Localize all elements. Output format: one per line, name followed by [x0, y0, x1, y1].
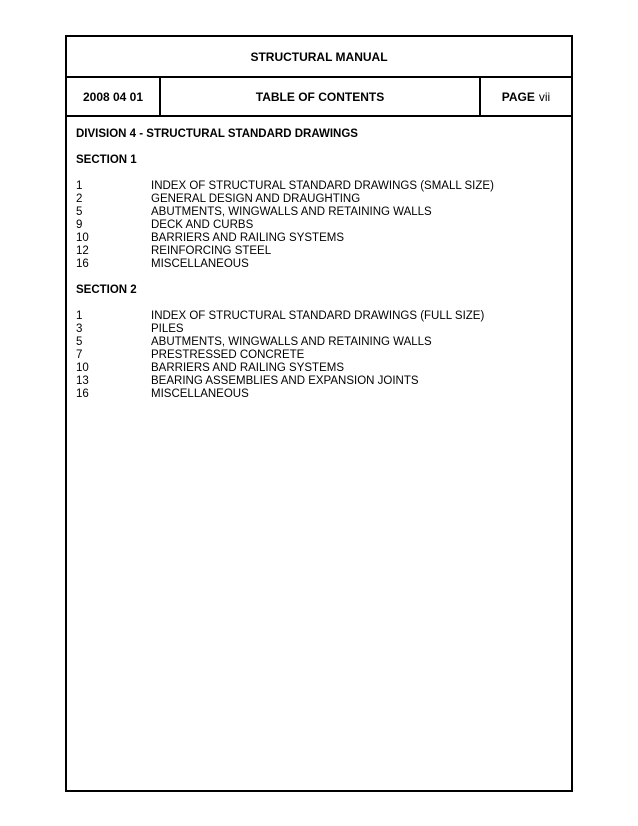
entry-title: INDEX OF STRUCTURAL STANDARD DRAWINGS (FULL SIZE)	[151, 309, 485, 322]
toc-content	[76, 128, 494, 401]
entry-number: 10	[76, 231, 89, 244]
toc-entry[interactable]	[76, 310, 494, 323]
entry-title: GENERAL DESIGN AND DRAUGHTING	[151, 192, 361, 205]
entry-number: 5	[76, 335, 83, 348]
section-entries	[76, 180, 494, 272]
entry-title: ABUTMENTS, WINGWALLS AND RETAINING WALLS	[151, 205, 432, 218]
revision-date: 2008 04 01	[67, 78, 161, 115]
page-frame	[65, 35, 573, 792]
entry-title: INDEX OF STRUCTURAL STANDARD DRAWINGS (SMALL SIZE)	[151, 179, 494, 192]
toc-entry[interactable]	[76, 193, 494, 206]
entry-number: 1	[76, 309, 83, 322]
toc-entry[interactable]	[76, 258, 494, 271]
section-entries	[76, 310, 494, 402]
page-label: PAGE	[501, 89, 535, 104]
toc-entry[interactable]	[76, 323, 494, 336]
toc-entry[interactable]	[76, 180, 494, 193]
toc-entry[interactable]	[76, 388, 494, 401]
page-number: vii	[538, 89, 551, 104]
entry-number: 16	[76, 388, 89, 401]
toc-entry[interactable]	[76, 336, 494, 349]
entry-title: BARRIERS AND RAILING SYSTEMS	[151, 362, 344, 375]
entry-number: 7	[76, 348, 83, 361]
entry-number: 5	[76, 205, 83, 218]
manual-title: STRUCTURAL MANUAL	[67, 37, 571, 78]
division-heading: DIVISION 4 - STRUCTURAL STANDARD DRAWINGS	[76, 128, 358, 140]
entry-title: BEARING ASSEMBLIES AND EXPANSION JOINTS	[151, 375, 419, 388]
entry-title: PILES	[151, 322, 184, 335]
page-indicator	[481, 78, 571, 115]
entry-title: ABUTMENTS, WINGWALLS AND RETAINING WALLS	[151, 335, 432, 348]
toc-entry[interactable]	[76, 245, 494, 258]
entry-number: 2	[76, 192, 83, 205]
entry-number: 12	[76, 244, 89, 257]
toc-entry[interactable]	[76, 219, 494, 232]
header-row	[67, 78, 571, 117]
toc-entry[interactable]	[76, 232, 494, 245]
entry-number: 16	[76, 258, 89, 271]
entry-title: MISCELLANEOUS	[151, 388, 249, 401]
entry-number: 10	[76, 362, 89, 375]
entry-title: MISCELLANEOUS	[151, 258, 249, 271]
entry-number: 9	[76, 218, 83, 231]
section-heading: SECTION 2	[76, 283, 137, 296]
entry-number: 13	[76, 375, 89, 388]
entry-number: 1	[76, 179, 83, 192]
section-title: TABLE OF CONTENTS	[161, 78, 481, 115]
section-heading: SECTION 1	[76, 153, 137, 166]
entry-number: 3	[76, 322, 83, 335]
entry-title: DECK AND CURBS	[151, 218, 254, 231]
toc-entry[interactable]	[76, 206, 494, 219]
toc-entry[interactable]	[76, 349, 494, 362]
toc-entry[interactable]	[76, 375, 494, 388]
entry-title: PRESTRESSED CONCRETE	[151, 348, 305, 361]
entry-title: REINFORCING STEEL	[151, 244, 272, 257]
toc-entry[interactable]	[76, 362, 494, 375]
entry-title: BARRIERS AND RAILING SYSTEMS	[151, 231, 344, 244]
